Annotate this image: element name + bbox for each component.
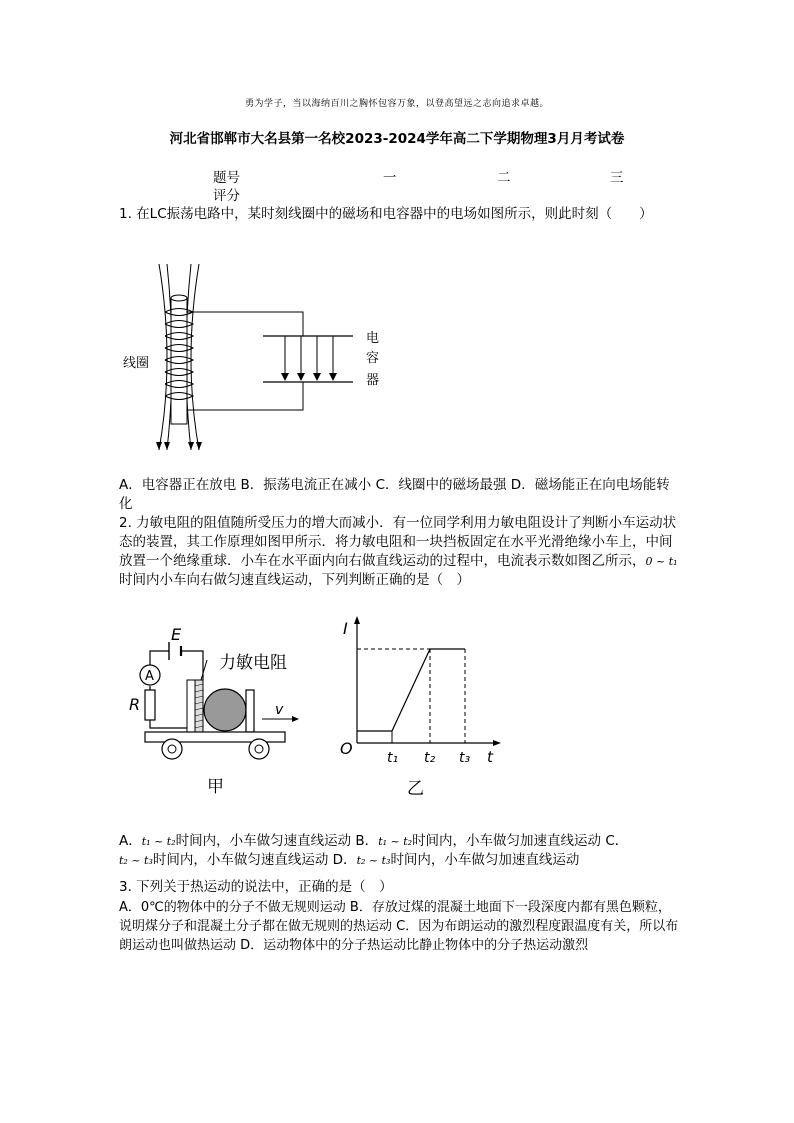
capacitor-label-2: 容 — [366, 351, 380, 366]
graph-x-arrowhead — [493, 740, 501, 746]
option-d-text: 时间内，小车做匀加速直线运动 — [390, 852, 580, 868]
battery-label: E — [171, 625, 182, 644]
score-row-label: 评分 — [213, 188, 240, 204]
question-1-stem: 1. 在LC振荡电路中，某时刻线圈中的磁场和电容器中的电场如图所示，则此时刻（ ） — [119, 206, 653, 222]
graph-origin-label: O — [340, 739, 353, 758]
current-curve — [357, 649, 465, 731]
score-cell-label: 题号 — [213, 170, 240, 186]
resistor-label: R — [129, 695, 141, 714]
graph-y-arrowhead — [354, 616, 360, 624]
velocity-arrowhead — [292, 716, 299, 722]
option-b-math: t₁ ~ t₂ — [378, 835, 413, 848]
force-sensitive-resistor — [195, 680, 203, 732]
graph-i-label: I — [343, 619, 348, 638]
question-2-stem-math: 0 ~ t₁ — [645, 555, 678, 568]
velocity-label: v — [275, 702, 284, 718]
score-cell-1: 一 — [383, 170, 397, 186]
capacitor-label-1: 电 — [366, 331, 380, 346]
t2-label: t₂ — [424, 750, 436, 766]
heavy-ball — [204, 689, 246, 731]
figure-yi-current-graph — [335, 612, 505, 802]
question-1-options: A．电容器正在放电 B．振荡电流正在减小 C．线圈中的磁场最强 D．磁场能正在向电场能转化 — [119, 477, 670, 512]
graph-dashed-guides — [357, 649, 465, 743]
fixed-block — [187, 680, 195, 732]
question-2-options — [119, 832, 679, 870]
electric-field-lines — [285, 336, 333, 376]
header-motto: 勇为学子，当以海纳百川之胸怀包容万象，以登高望远之志向追求卓越。 — [244, 99, 549, 109]
page-title: 河北省邯郸市大名县第一名校2023-2024学年高二下学期物理3月月考试卷 — [169, 131, 625, 147]
option-a-text: 时间内，小车做匀速直线运动 B． — [175, 833, 379, 849]
cart-hub-right — [255, 745, 263, 753]
score-cell-2: 二 — [497, 170, 511, 186]
score-table — [200, 166, 650, 202]
capacitor-label-3: 器 — [366, 373, 380, 388]
score-table-header-row — [200, 166, 650, 184]
t1-label: t₁ — [387, 750, 399, 766]
coil-top — [171, 295, 187, 301]
electric-field-arrowheads — [281, 373, 337, 381]
option-a-prefix: A． — [119, 833, 142, 849]
score-cell-3: 三 — [610, 170, 624, 186]
force-resistor-pointer — [201, 660, 207, 680]
option-b-text: 时间内，小车做匀加速直线运动 C． — [412, 833, 629, 849]
option-a-math: t₁ ~ t₂ — [141, 835, 176, 848]
question-2-stem-text-2: 时间内小车向右做匀速直线运动，下列判断正确的是（ ） — [119, 572, 470, 588]
barrier-plate — [246, 690, 254, 732]
graph-t-label: t — [487, 748, 493, 766]
coil-core — [171, 298, 187, 424]
cart-hub-left — [168, 745, 176, 753]
option-c-text: 时间内，小车做匀速直线运动 D． — [152, 852, 357, 868]
score-table-score-row — [200, 184, 650, 202]
figure-yi-label: 乙 — [407, 779, 424, 799]
ammeter-label: A — [145, 669, 154, 684]
t3-label: t₃ — [459, 750, 471, 766]
lc-circuit-figure — [115, 260, 405, 460]
question-2-stem-text-1: 2. 力敏电阻的阻值随所受压力的增大而减小．有一位同学利用力敏电阻设计了判断小车运动状态的装置，其工作原理如图甲所示．将力敏电阻和一块挡板固定在水平光滑绝缘小车上，中间放置一个绝缘重球．小车在水平面内向右做直线运动的过程中，电流表示数如图乙所示， — [119, 515, 677, 569]
figure-jia-label: 甲 — [207, 777, 224, 797]
question-3-stem: 3. 下列关于热运动的说法中，正确的是（ ） — [119, 879, 393, 895]
force-resistor-label: 力敏电阻 — [219, 653, 287, 673]
coil-label: 线圈 — [123, 356, 150, 371]
resistor-r — [145, 690, 155, 720]
option-d-math: t₂ ~ t₃ — [356, 854, 391, 867]
question-3-options: A．0℃的物体中的分子不做无规则运动 B．存放过煤的混凝土地面下一段深度内都有黑色颗粒，说明煤分子和混凝土分子都在做无规则的热运动 C．因为布朗运动的激烈程度跟温度有关，所以布朗运动也叫做热运动 D．运动物体中的分子热运动比静止物体中的分子热运动激烈 — [119, 900, 679, 953]
question-2-stem — [119, 514, 679, 590]
option-c-math: t₂ ~ t₃ — [119, 854, 153, 867]
figure-jia-cart-circuit — [125, 618, 315, 803]
circuit-wires — [187, 312, 303, 410]
field-arrowheads — [156, 442, 202, 450]
